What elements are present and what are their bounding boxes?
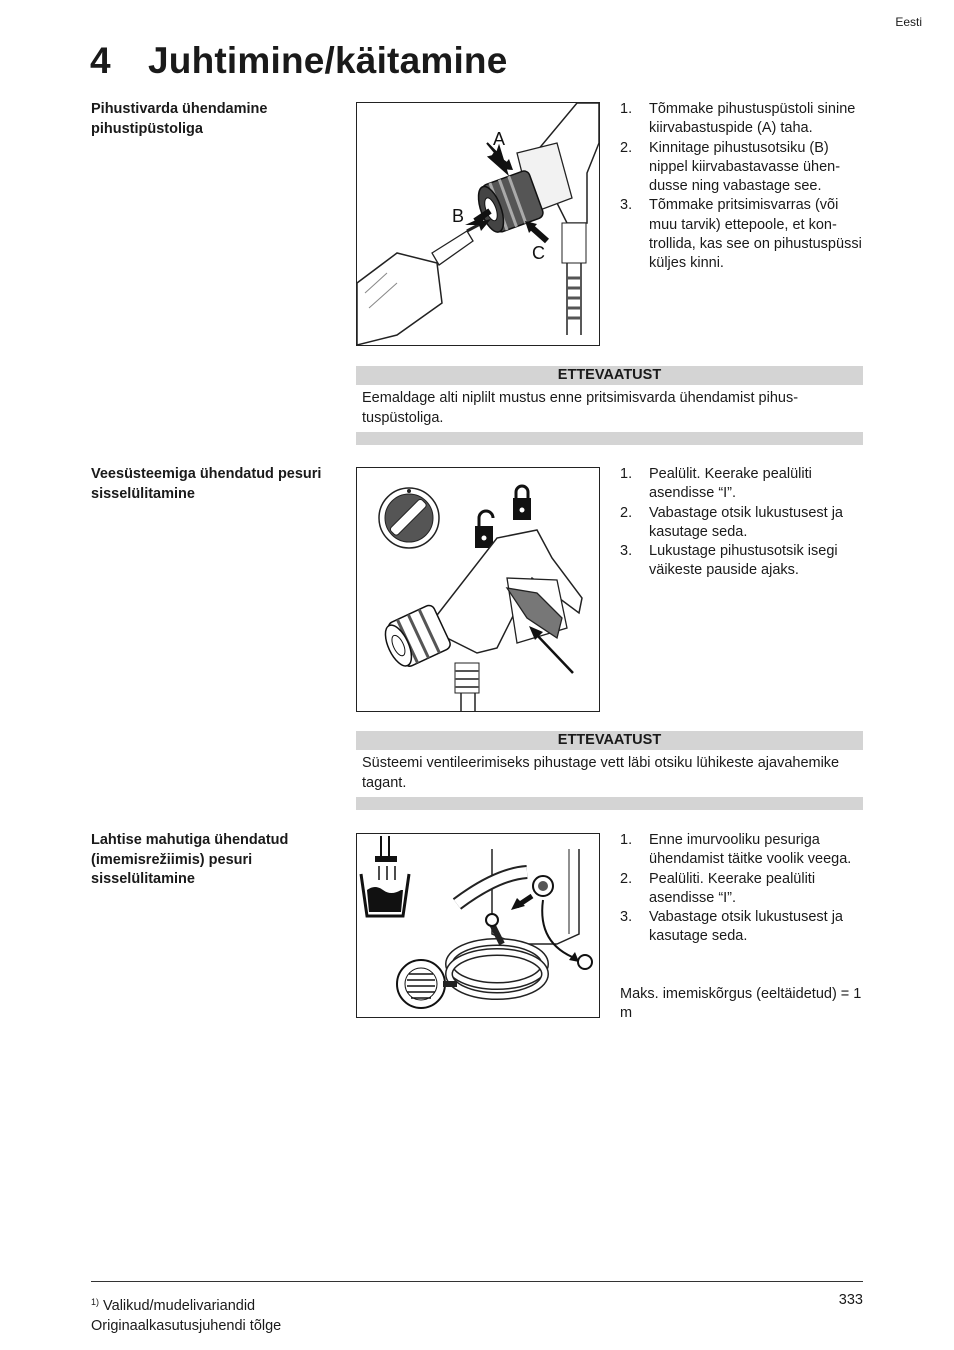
suction-hose-illustration: [357, 834, 599, 1017]
caution-box-1: [356, 366, 863, 445]
water-container-icon: [361, 836, 409, 916]
caution-footer-bar: [356, 797, 863, 810]
list-item: 3. Vabastage otsik lukustusest ja kasutage seda.: [620, 909, 843, 945]
steps-mains-start: [620, 465, 870, 581]
language-label: Eesti: [895, 15, 922, 29]
figure-suction-start: [356, 833, 600, 1018]
caution-footer-bar: [356, 432, 863, 445]
chapter-title: Juhtimine/käitamine: [148, 40, 508, 81]
page-number: 333: [838, 1292, 863, 1308]
caution-text: Eemaldage alti niplilt mustus enne pritsimisvarda ühendamist pihustuspüstoliga.: [362, 390, 799, 426]
list-item: 1. Pealülit. Keerake pealüliti asendisse “I”.: [620, 466, 812, 502]
list-item: 2. Kinnitage pihustusotsiku (B) nippel kiirvabastavasse ühendusse ning vabastage see.: [620, 139, 841, 195]
footer-notes: [91, 1292, 281, 1336]
figure-label-a: A: [493, 129, 506, 149]
figure-connect-lance: [356, 102, 600, 346]
unlock-icon: [475, 511, 493, 548]
lock-icon: [513, 486, 531, 520]
footnote: $^{1)}$ Valikud/mudelivariandid: [91, 1297, 256, 1314]
translation-note: Originaalkasutusjuhendi tõlge: [91, 1318, 282, 1334]
footer-divider: [91, 1281, 863, 1282]
list-item: 2. Pealüliti. Keerake pealüliti asendisse “I”.: [620, 870, 816, 906]
caution-label: ETTEVAATUST: [356, 731, 863, 750]
section-title-mains-start: Veesüsteemiga ühendatud pesuri sisselülitamine: [91, 466, 322, 502]
list-item: 2. Vabastage otsik lukustusest ja kasutage seda.: [620, 504, 843, 540]
gun-trigger-illustration: [357, 468, 599, 711]
list-item: 3. Tõmmake pritsimisvarras (või muu tarvik) ettepoole, et kontrollida, kas see on pihustuspüssi küljes kinni.: [620, 197, 862, 272]
list-item: 1. Enne imurvooliku pesuriga ühendamist täitke voolik veega.: [620, 832, 852, 868]
caution-text: Süsteemi ventileerimiseks pihustage vett läbi otsiku lühikeste ajavahemike tagant.: [362, 755, 840, 791]
list-item: 1. Tõmmake pihustuspüstoli sinine kiirvabastuspide (A) taha.: [620, 101, 856, 137]
figure-label-c: C: [532, 243, 545, 263]
figure-label-b: B: [452, 206, 465, 226]
steps-suction-start: [620, 831, 870, 947]
gun-coupling-illustration: [357, 103, 599, 345]
section-title-suction-start: Lahtise mahutiga ühendatud (imemisrežiimis) pesuri sisselülitamine: [91, 832, 289, 887]
figure-mains-start: [356, 467, 600, 712]
max-suction-note: Maks. imemiskõrgus (eeltäidetud) = 1 m: [620, 986, 862, 1022]
section-title-connect-lance: Pihustivarda ühendamine pihustipüstoliga: [91, 101, 268, 137]
caution-label: ETTEVAATUST: [356, 366, 863, 385]
caution-box-2: [356, 731, 863, 810]
steps-connect-lance: [620, 100, 870, 274]
list-item: 3. Lukustage pihustusotsik isegi väikeste pauside ajaks.: [620, 543, 838, 579]
chapter-number: 4: [90, 40, 111, 81]
chapter-heading: [90, 40, 508, 82]
